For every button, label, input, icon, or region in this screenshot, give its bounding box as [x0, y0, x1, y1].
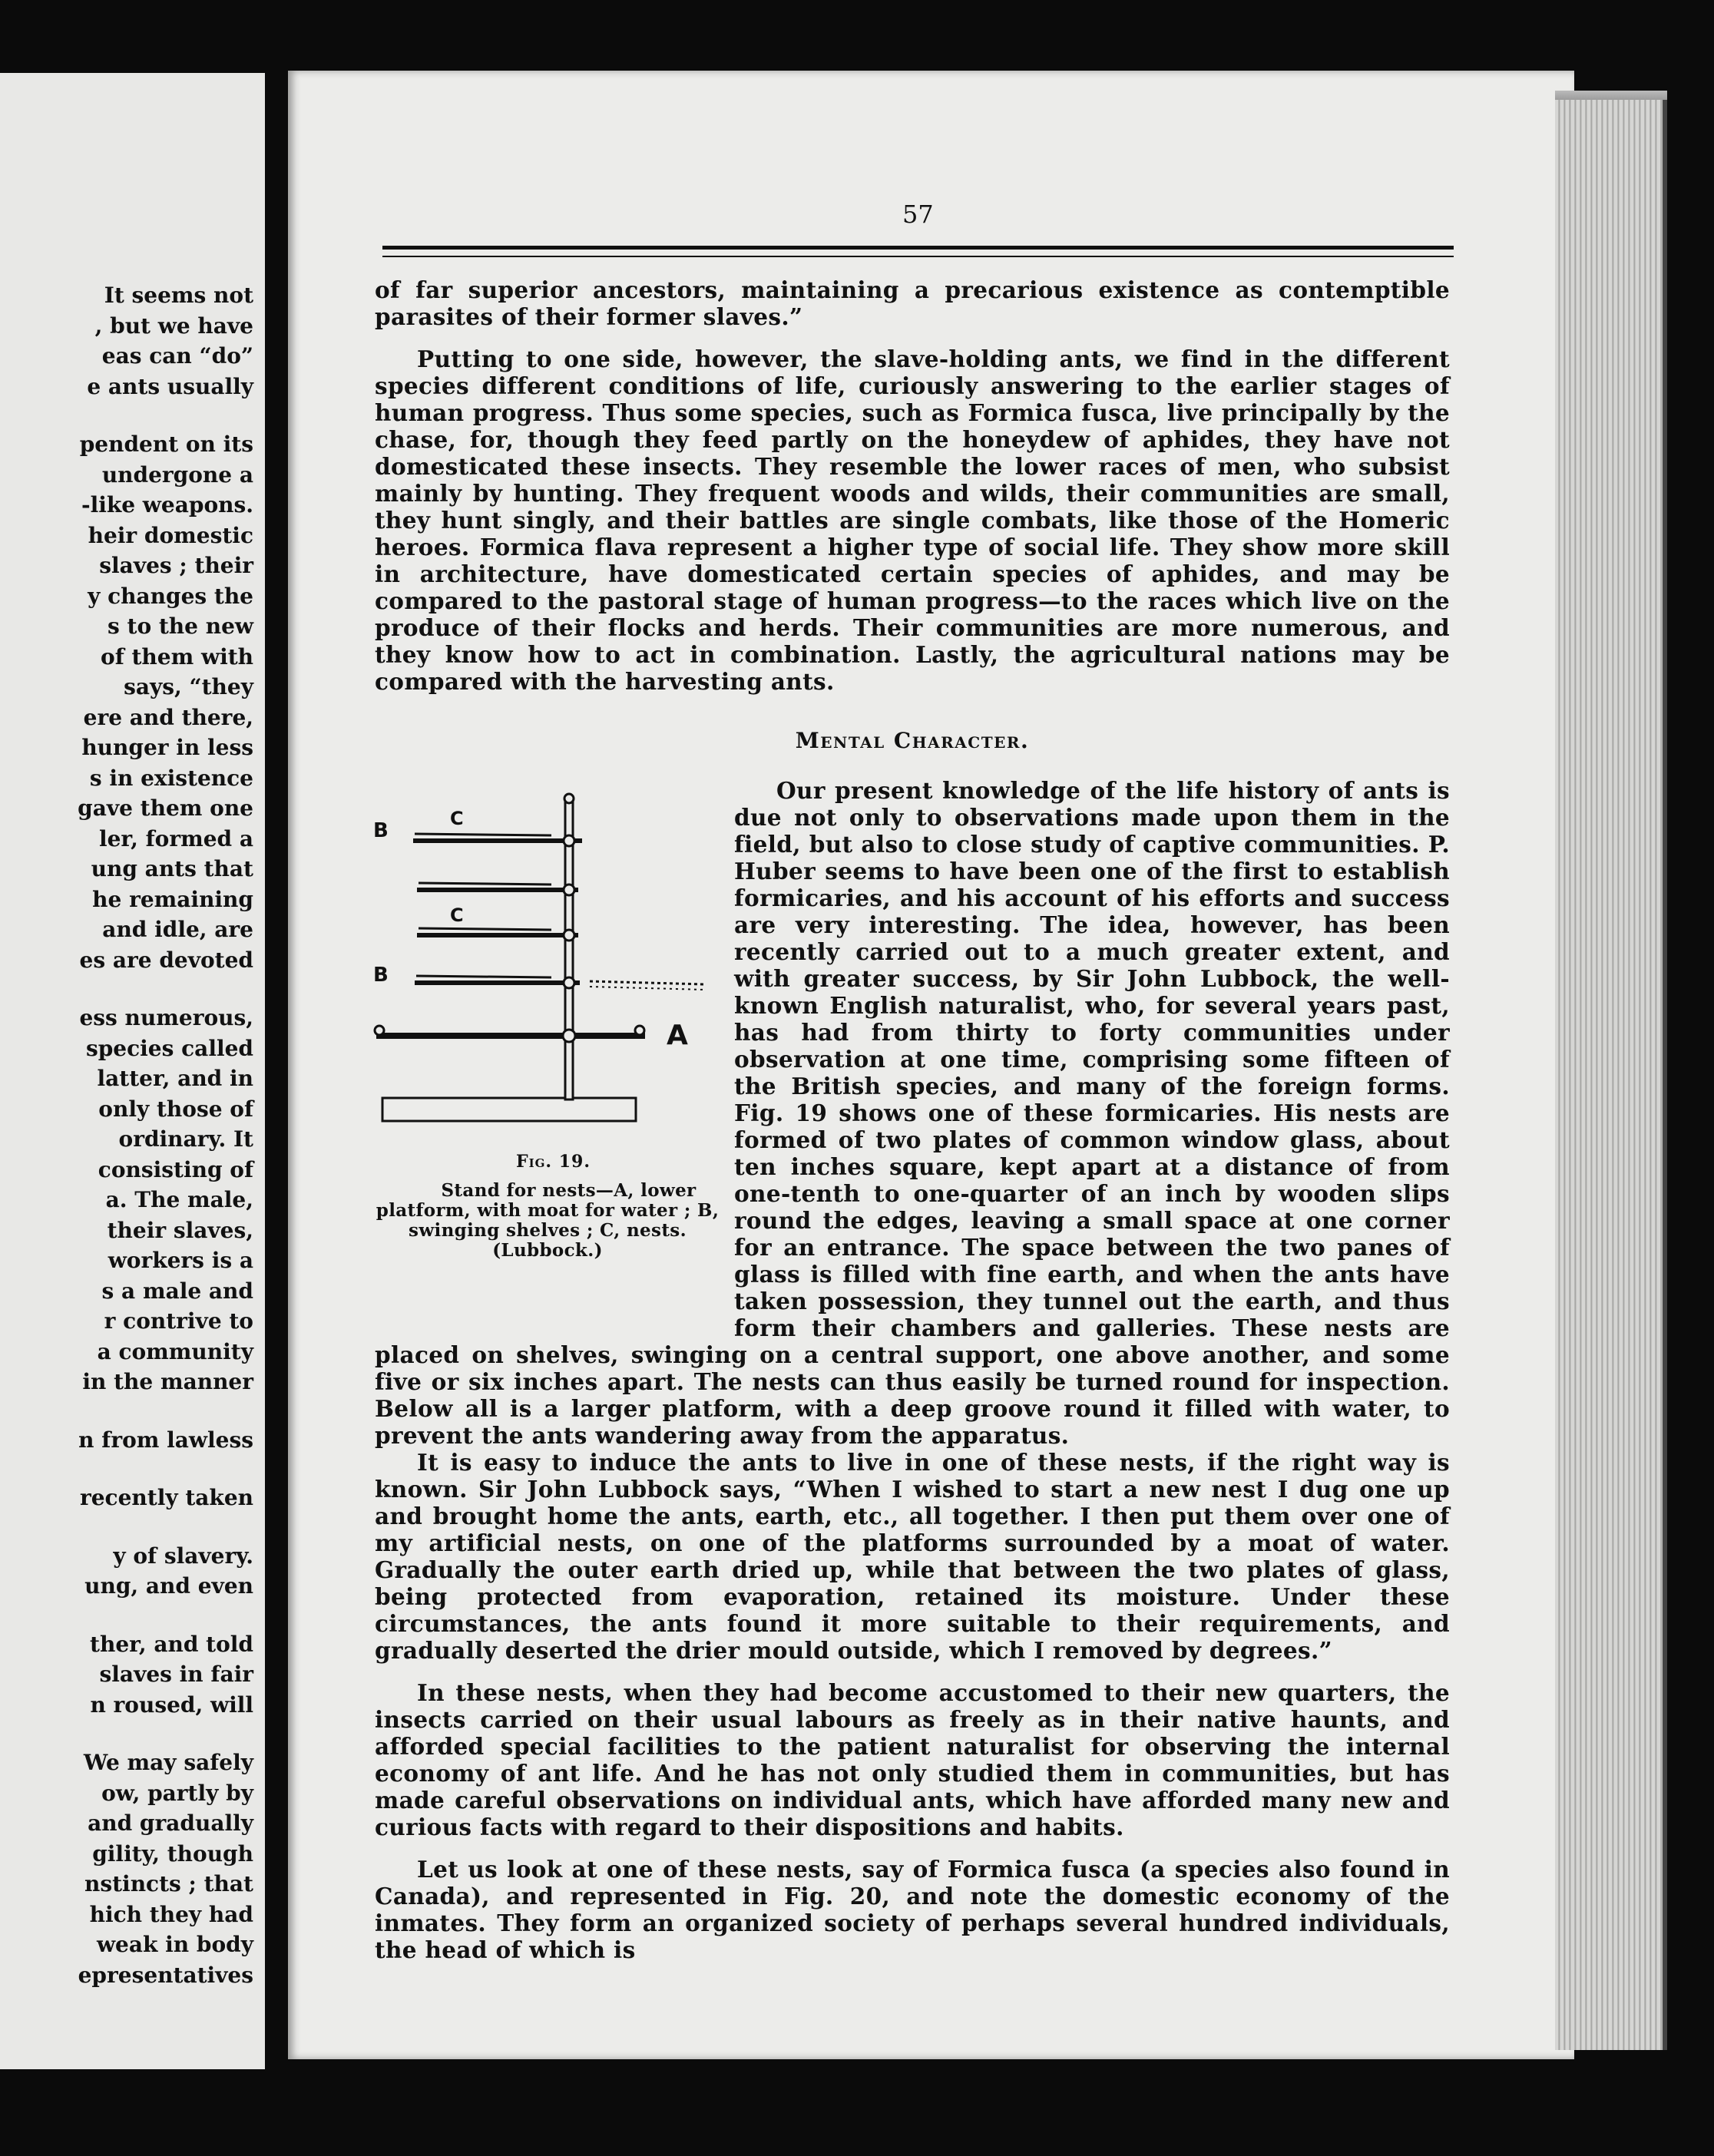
left-page-line: s to the new: [108, 613, 253, 639]
left-page-line: [0, 402, 253, 429]
left-page-line: n roused, will: [90, 1691, 253, 1718]
left-page-line: says, “they: [124, 674, 253, 699]
left-page-line: [0, 1455, 253, 1483]
paragraph: It is easy to induce the ants to live in one of these nests, if the right way is known. Sir John Lubbock says, “When I wished to start a new nest I dug one up and brought home the ants, earth, etc., all together. I then put them over one of my artificial nests, on one of the platforms surrounded by a moat of water. Gradually the outer earth dried up, while that between the two plates of glass, being protected from evaporation, retained its moisture. Under these circumstances, the ants found it more suitable to their requirements, and gradually deserted the drier mould outside, which I removed by degrees.”: [375, 1449, 1450, 1664]
left-page-line: ther, and told: [90, 1631, 253, 1657]
left-page-line: he remaining: [92, 886, 253, 912]
left-page-line: We may safely: [83, 1750, 253, 1775]
left-page-line: y of slavery.: [113, 1543, 253, 1569]
figure-19: [367, 783, 720, 1313]
left-page-line: ung ants that: [91, 856, 253, 881]
left-page-line: n from lawless: [78, 1427, 253, 1453]
paragraph: of far superior ancestors, maintaining a precarious existence as contemptible parasites of their former slaves.”: [375, 276, 1450, 330]
paragraph-text: Our present knowledge of the life history of ants is due not only to observations made upon them in the field, but also to close study of captive communities. P. Huber seems to have been one of the first to establish formicaries, and his account of his efforts and success are very interesting. The idea, however, has been recently carried out to a much greater extent, and with greater success, by Sir John Lubbock, the well-known English naturalist, who, for several years past, has had from thirty to forty communities under observation at one time, comprising some fifteen of the British species, and many of the foreign forms. Fig. 19 shows one of these formicaries. His nests are formed of two plates of common window glass, about ten inches square, kept apart at a distance of from one-tenth to one-quarter of an inch by wooden slips round the edges, leaving a small space at one corner for an entrance. The space between the two panes of glass is filled with fine earth, and when the ants have taken possession, they tunnel out the earth, and thus form their chambers and galleries. These nests are placed on shelves, swinging on a central support, one above another, and some five or six inches apart. The nests can thus easily be turned round for inspection. Below all is a larger platform, with a deep groove round it filled with water, to prevent the ants wandering away from the apparatus.: [375, 777, 1450, 1449]
left-page-line: ere and there,: [83, 704, 253, 730]
left-page-line: [0, 1513, 253, 1541]
left-page-line: [0, 1602, 253, 1629]
paragraph: [375, 777, 1450, 1449]
left-page-line: gave them one: [78, 795, 253, 821]
label-c-middle: C: [450, 904, 464, 926]
left-page-line: y changes the: [88, 583, 253, 609]
left-page-line: consisting of: [98, 1156, 253, 1182]
left-page-line: epresentatives: [78, 1962, 253, 1988]
label-c-top: C: [450, 808, 464, 829]
paragraph: Putting to one side, however, the slave-holding ants, we find in the different species different conditions of life, curiously answering to the earlier stages of human progress. Thus some species, such as Formica fusca, live principally by the chase, for, though they feed partly on the honeydew of aphides, they have not domesticated these insects. They resemble the lower races of men, who subsist mainly by hunting. They frequent woods and wilds, their communities are small, they hunt singly, and their battles are single combats, like those of the Homeric heroes. Formica flava represent a higher type of social life. They show more skill in architecture, have domesticated certain species of aphides, and may be compared to the pastoral stage of human progress—to the races which live on the produce of their flocks and herds. Their communities are more numerous, and they know how to act in combination. Lastly, the agricultural nations may be compared with the harvesting ants.: [375, 346, 1450, 695]
page-number: 57: [902, 200, 934, 229]
left-page-line: undergone a: [101, 461, 253, 488]
label-b-bottom: B: [373, 964, 389, 987]
left-page-line: ordinary. It: [118, 1126, 253, 1152]
left-page-line: slaves in fair: [99, 1662, 253, 1687]
left-page-line: species called: [85, 1035, 253, 1061]
header-rule-thick: [382, 246, 1454, 250]
left-facing-page: [0, 73, 265, 2069]
left-page-line: hich they had: [89, 1901, 253, 1927]
left-page-line: s in existence: [89, 765, 253, 791]
header-rule-thin: [382, 256, 1454, 257]
left-page-line: It seems not: [104, 283, 253, 308]
left-page-text: [0, 280, 253, 1990]
left-page-line: weak in body: [96, 1932, 253, 1957]
left-page-line: ess numerous,: [79, 1005, 253, 1030]
paragraph: Let us look at one of these nests, say of Formica fusca (a species also found in Canada), and represented in Fig. 20, and note the domestic economy of the inmates. They form an organized society of perhaps several hundred individuals, the head of which is: [375, 1856, 1450, 1963]
left-page-line: pendent on its: [79, 432, 253, 457]
formicary-stand-illustration: [367, 783, 720, 1144]
left-page-line: e ants usually: [87, 373, 253, 399]
left-page-line: -like weapons.: [81, 492, 253, 518]
left-page-line: r contrive to: [104, 1308, 253, 1334]
figure-label: Fig. 19.: [515, 1152, 591, 1172]
label-b-top: B: [373, 819, 389, 842]
left-page-line: only those of: [98, 1096, 253, 1122]
left-page-line: [0, 975, 253, 1003]
left-page-line: ow, partly by: [101, 1780, 253, 1806]
left-page-line: heir domestic: [88, 522, 253, 548]
left-page-line: es are devoted: [79, 947, 253, 973]
left-page-line: hunger in less: [81, 735, 253, 760]
left-page-line: nstincts ; that: [84, 1871, 253, 1896]
section-heading: Mental Character.: [795, 728, 1030, 753]
left-page-line: gility, though: [92, 1840, 253, 1867]
left-page-line: ung, and even: [84, 1573, 253, 1599]
left-page-line: recently taken: [79, 1485, 253, 1510]
left-page-line: latter, and in: [97, 1066, 253, 1091]
left-page-line: , but we have: [94, 312, 253, 339]
left-page-line: s a male and: [101, 1278, 253, 1304]
left-page-line: a community: [97, 1338, 253, 1364]
book-page-edges: [1555, 100, 1667, 2050]
left-page-line: [0, 1720, 253, 1748]
label-a: A: [667, 1020, 689, 1051]
paragraph: In these nests, when they had become accustomed to their new quarters, the insects carried on their usual labours as freely as in their native haunts, and afforded special facilities to the patient naturalist for observing the internal economy of ant life. And he has not only studied them in communities, but has made careful observations on individual ants, which have afforded many new and curious facts with regard to their dispositions and habits.: [375, 1679, 1450, 1840]
left-page-line: [0, 1397, 253, 1425]
left-page-line: their slaves,: [107, 1217, 253, 1243]
main-text: [375, 276, 1450, 1963]
left-page-line: slaves ; their: [99, 553, 253, 578]
left-page-line: eas can “do”: [101, 343, 253, 369]
figure-caption: Stand for nests—A, lower platform, with moat for water ; B, swinging shelves ; C, nests. (Lubbock.): [376, 1180, 720, 1261]
left-page-line: and gradually: [88, 1810, 253, 1836]
left-page-line: in the manner: [82, 1369, 253, 1394]
left-page-line: of them with: [101, 643, 253, 670]
left-page-line: ler, formed a: [98, 825, 253, 851]
left-page-line: workers is a: [108, 1248, 253, 1273]
left-page-line: and idle, are: [102, 917, 253, 942]
left-page-line: a. The male,: [105, 1187, 253, 1212]
